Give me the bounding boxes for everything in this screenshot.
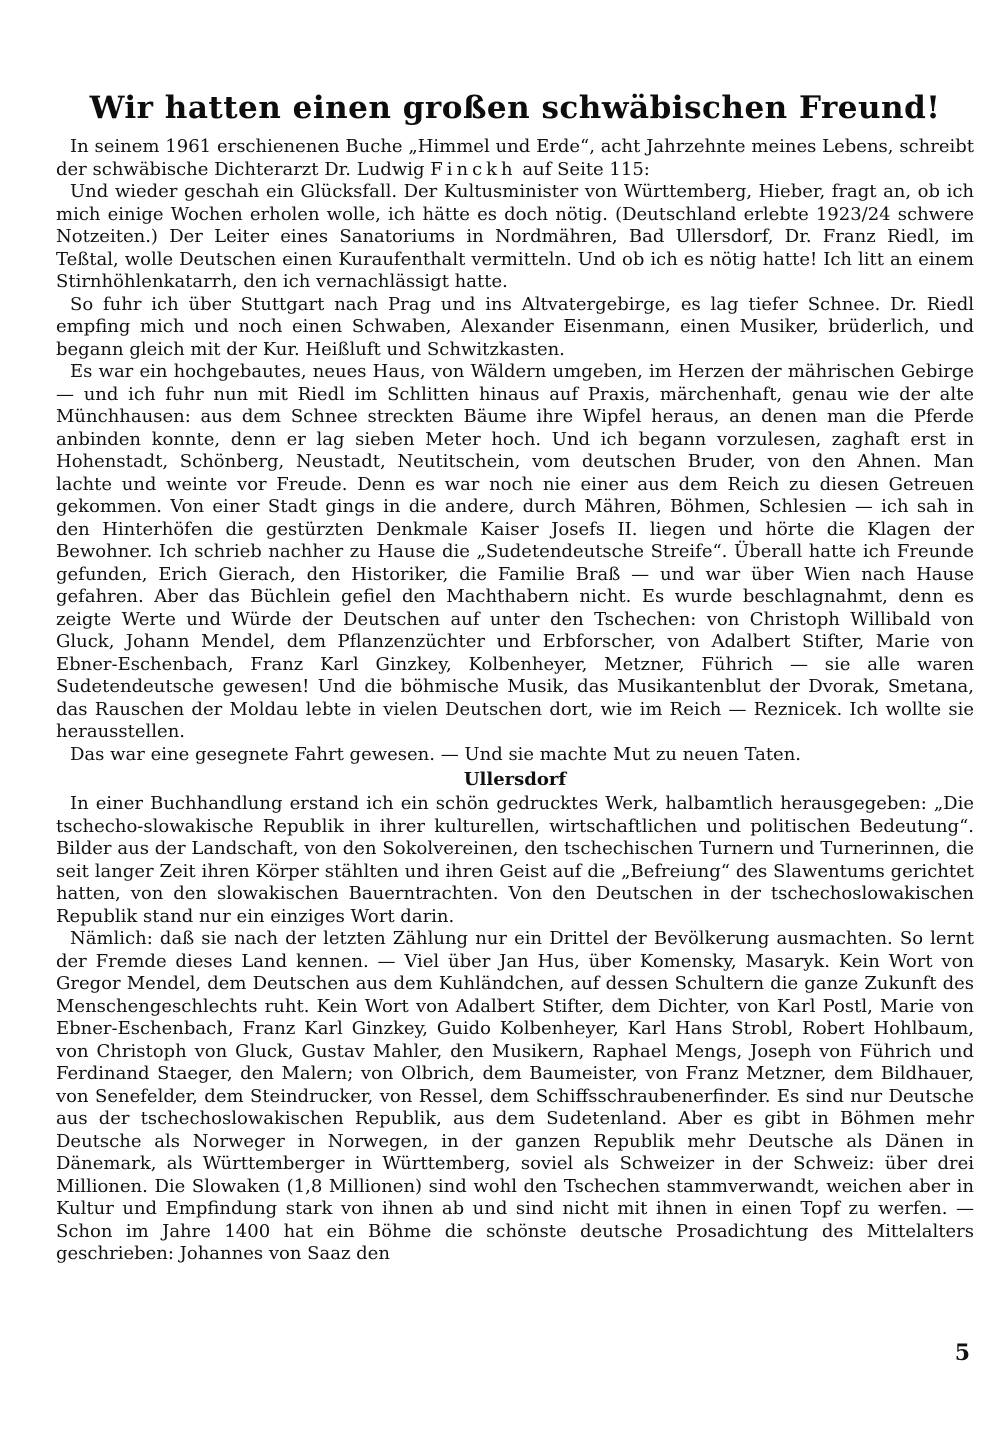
body-paragraph: So fuhr ich über Stuttgart nach Prag und ins Altvatergebirge, es lag tiefer Schnee. Dr. Riedl empfing mich und noch einen Schwaben, Alexander Eisenmann, einen Musiker, brüderlich, und begann gleich mit der Kur. Heißluft und Schwitzkasten. [56,293,974,360]
author-name: Finckh [430,158,517,180]
body-paragraph: Es war ein hochgebautes, neues Haus, von Wäldern umgeben, im Herzen der mährischen Gebirge — und ich fuhr nun mit Riedl im Schlitten hinaus auf Praxis, märchenhaft, genau wie der alte Münchhausen: aus dem Schnee streckten Bäume ihre Wipfel heraus, an denen man die Pferde anbinden konnte, denn er lag sieben Meter hoch. Und ich begann vorzulesen, zaghaft erst in Hohenstadt, Schönberg, Neustadt, Neutitschein, vom deutschen Bruder, von den Ahnen. Man lachte und weinte vor Freude. Denn es war noch nie einer aus dem Reich zu diesen Getreuen gekommen. Von einer Stadt gings in die andere, durch Mähren, Böhmen, Schlesien — ich sah in den Hinterhöfen die gestürzten Denkmale Kaiser Josefs II. liegen und hörte die Klagen der Bewohner. Ich schrieb nachher zu Hause die „Sudetendeutsche Streife“. Überall hatte ich Freunde gefunden, Erich Gierach, den Historiker, die Familie Braß — und war über Wien nach Hause gefahren. Aber das Büchlein gefiel den Machthabern nicht. Es wurde beschlagnahmt, denn es zeigte Werte und Würde der Deutschen auf unter den Tschechen: von Christoph Willibald von Gluck, Johann Mendel, dem Pflanzenzüchter und Erbforscher, von Adalbert Stifter, Marie von Ebner-Eschenbach, Franz Karl Ginzkey, Kolbenheyer, Metzner, Führich — sie alle waren Sudetendeutsche gewesen! Und die böhmische Musik, das Musikantenblut der Dvorak, Smetana, das Rauschen der Moldau lebte in vielen Deutschen dort, wie im Reich — Reznicek. Ich wollte sie herausstellen. [56,361,974,742]
page-title: Wir hatten einen großen schwäbischen Freund! [89,90,941,126]
body-paragraph: Und wieder geschah ein Glücksfall. Der Kultusminister von Württemberg, Hieber, fragt an, ob ich mich einige Wochen erholen wolle, ich hätte es doch nötig. (Deutschland erlebte 1923/24 schwere Notzeiten.) Der Leiter eines Sanatoriums in Nordmähren, Bad Ullersdorf, Dr. Franz Riedl, im Teßtal, wolle Deutschen einen Kuraufenthalt vermitteln. Und ob ich es nötig hatte! Ich litt an einem Stirnhöhlenkatarrh, den ich vernachlässigt hatte. [56,181,974,292]
body-paragraph: Das war eine gesegnete Fahrt gewesen. — Und sie machte Mut zu neuen Taten. [70,743,802,765]
body-paragraph: In einer Buchhandlung erstand ich ein schön gedrucktes Werk, halbamtlich herausgegeben: „Die tschecho-slowakische Republik in ihrer kulturellen, wirtschaftlichen und politischen Bedeutung“. Bilder aus der Landschaft, von den Sokolvereinen, den tschechischen Turnern und Turnerinnen, die seit langer Zeit ihren Körper stählten und ihren Geist auf die „Befreiung“ des Slawentums gerichtet hatten, von den slowakischen Bauerntrachten. Von den Deutschen in der tschechoslowakischen Republik stand nur ein einziges Wort darin. [56,793,974,927]
document-page [56,88,974,1266]
section-heading: Ullersdorf [463,769,567,790]
intro-paragraph [56,136,974,181]
intro-text: In seinem 1961 erschienenen Buche „Himmel und Erde“, acht Jahrzehnte meines Lebens, schreibt der schwäbische Dichterarzt Dr. Ludwig [56,136,974,180]
body-paragraph: Nämlich: daß sie nach der letzten Zählung nur ein Drittel der Bevölkerung ausmachten. So lernt der Fremde dieses Land kennen. — Viel über Jan Hus, über Komensky, Masaryk. Kein Wort von Gregor Mendel, dem Deutschen aus dem Kuhländchen, auf dessen Schultern die ganze Zukunft des Menschengeschlechts ruht. Kein Wort von Adalbert Stifter, dem Dichter, von Karl Postl, Marie von Ebner-Eschenbach, Franz Karl Ginzkey, Guido Kolbenheyer, Karl Hans Strobl, Robert Hohlbaum, von Christoph von Gluck, Gustav Mahler, den Musikern, Raphael Mengs, Joseph von Führich und Ferdinand Staeger, den Malern; von Olbrich, dem Baumeister, von Franz Metzner, dem Bildhauer, von Senefelder, dem Steindrucker, von Ressel, dem Schiffsschraubenerfinder. Es sind nur Deutsche aus der tschechoslowakischen Republik, aus dem Sudetenland. Aber es gibt in Böhmen mehr Deutsche als Norweger in Norwegen, in der ganzen Republik mehr Deutsche als Dänen in Dänemark, als Württemberger in Württemberg, soviel als Schweizer in der Schweiz: über drei Millionen. Die Slowaken (1,8 Millionen) sind wohl den Tschechen stammverwandt, weichen aber in Kultur und Empfindung stark von ihnen ab und sind nicht mit ihnen in einen Topf zu werfen. — Schon im Jahre 1400 hat ein Böhme die schönste deutsche Prosadichtung des Mittelalters geschrieben: Johannes von Saaz den [56,928,974,1264]
page-number: 5 [954,1340,970,1366]
intro-text-end: auf Seite 115: [516,158,650,180]
